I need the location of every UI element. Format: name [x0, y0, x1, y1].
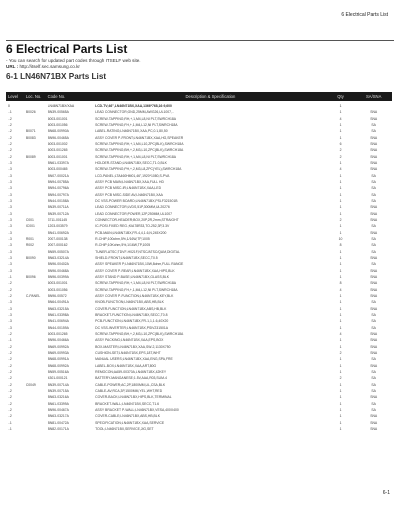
cell-qty: 4	[339, 167, 342, 172]
cell-code: BN96-00465A	[47, 135, 69, 140]
cell-qty: 1	[339, 395, 342, 400]
cell-description: SCREW-TAPPING;FH,+,1,M4,L12,NI PLT,SWRCH18A	[95, 123, 178, 128]
cell-level: ..2	[8, 154, 12, 159]
cell-level: ..2	[8, 129, 12, 134]
cell-level: ..3	[8, 268, 12, 273]
cell-loc: R001	[25, 237, 34, 242]
cell-level: ..2	[8, 401, 12, 406]
cell-description: ASSY SPEAKER P;LN46N71BX,10W,8ohm,FULL RANGE	[95, 262, 184, 267]
cell-code: BN96-00399A	[47, 275, 69, 280]
cell-code: 6003-001056	[47, 287, 68, 292]
cell-description: KNOB-FUNCTION;LN46N71BX,ABS,HB,BLK	[95, 300, 164, 305]
cell-description: ASSY COVER P-REAR;LN46N71BX,XAA,HIPS,BLK	[95, 268, 175, 273]
cell-level: ..2	[8, 148, 12, 153]
cell-sa-sna: SA	[371, 224, 376, 229]
cell-code: BN59-00507A	[47, 249, 69, 254]
cell-qty: 1	[339, 357, 342, 362]
cell-sa-sna: SNA	[370, 142, 378, 147]
cell-sa-sna: SA	[371, 325, 376, 330]
cell-qty: 2	[339, 376, 342, 381]
cell-loc: B0071	[25, 129, 36, 134]
cell-level: ..3	[8, 211, 12, 216]
cell-code: BN94-00797A	[47, 192, 69, 197]
cell-qty: 1	[339, 306, 342, 311]
cell-code: 2007-000138	[47, 237, 68, 242]
cell-level: ..3	[8, 312, 12, 317]
cell-code: 6003-000465	[47, 167, 68, 172]
cell-description: TUNER-ATSC;TDVF-H021F,NTSC/ATSC/QAM,DIGITAL	[95, 249, 180, 254]
cell-sa-sna: SA	[371, 173, 376, 178]
chapter-title: 6 Electrical Parts List	[6, 42, 128, 56]
cell-code: BN68-00992A	[47, 363, 69, 368]
cell-description: CABLE-AV;RCA,3P,1500MM,YEL,WHT,RED	[95, 388, 163, 393]
cell-description: COVER-BACK;LN46N71BX,HIPS,BLK,TERMINAL	[95, 395, 172, 400]
cell-description: MANUAL USERS;LN46N71BX,XAA,ENG,SPA,FRE	[95, 357, 173, 362]
cell-sa-sna: SNA	[370, 167, 378, 172]
cell-sa-sna: SNA	[370, 230, 378, 235]
cell-description: LCD-TV;46",LN46N71BX,XAA,1366*768,16:9,600	[95, 104, 172, 109]
cell-qty: 1	[339, 199, 342, 204]
cell-code: BN96-00466A	[47, 338, 69, 343]
cell-level: ..2	[8, 294, 12, 298]
cell-qty: 1	[339, 300, 342, 305]
cell-sa-sna: SA	[371, 312, 376, 317]
cell-level: ..3	[8, 167, 12, 172]
cell-description: LCD-PANEL;LTA460HM01,46",1920*1080,S-PVA	[95, 173, 170, 178]
cell-qty: 1	[339, 268, 342, 273]
cell-qty: 4	[339, 331, 342, 336]
cell-description: ASSY PCB MISC-SIDE AV;LN46N71BX,XAA	[95, 192, 163, 197]
cell-level: ..2	[8, 363, 12, 368]
cell-qty: 1	[339, 186, 342, 191]
table-header	[6, 92, 392, 101]
cell-level: ..3	[8, 306, 12, 311]
cell-code: 6003-001002	[47, 142, 68, 147]
cell-code: BN94-00785A	[47, 180, 69, 185]
cell-level: ..3	[8, 180, 12, 185]
cell-description: SCREW-TAPPING;PH,+,2,M3,L8,ZPC(YEL),SWRCH18A	[95, 167, 182, 172]
cell-code: 3711-001145	[47, 218, 68, 223]
cell-qty: 2	[339, 218, 342, 223]
cell-level: ..3	[8, 300, 12, 305]
cell-code: 6003-001265	[47, 331, 68, 336]
cell-description: ASSY COVER P-FRONT;LN46N71BX,XAA,HG,SPEAKER	[95, 135, 184, 140]
cell-level: ..2	[8, 414, 12, 419]
cell-code: 1203-003579	[47, 224, 68, 229]
cell-qty: 2	[339, 148, 342, 153]
url-link[interactable]: http://itself.sec.samsung.co.kr	[19, 64, 80, 69]
cell-qty: 1	[339, 161, 342, 166]
cell-level: ..3	[8, 161, 12, 166]
cell-description: LEAD CONNECTOR;LVDS,51P,300MM,UL20276	[95, 205, 170, 210]
cell-sa-sna: SA	[371, 357, 376, 362]
cell-sa-sna: SNA	[370, 426, 378, 431]
cell-qty: 8	[339, 243, 342, 248]
cell-sa-sna: SA	[371, 376, 376, 381]
cell-qty: 1	[339, 211, 342, 216]
title-divider	[6, 40, 394, 41]
cell-level: ..3	[8, 224, 12, 229]
cell-sa-sna: SA	[371, 382, 376, 387]
cell-code: BN63-03216A	[47, 395, 69, 400]
cell-sa-sna: SNA	[370, 161, 378, 166]
cell-code: BN44-00159A	[47, 325, 69, 330]
cell-sa-sna: SNA	[370, 350, 378, 355]
cell-description: LEAD CONNECTOR;POWER,12P,250MM,UL1007	[95, 211, 173, 216]
column-header-description: Description & Specification	[185, 94, 236, 99]
cell-qty: 1	[339, 224, 342, 229]
cell-sa-sna: SNA	[370, 275, 378, 280]
cell-qty: 1	[339, 123, 342, 128]
cell-qty: 1	[339, 312, 342, 317]
cell-description: CONNECTOR-HEADER;BOX,20P,2R,2mm,STRAIGHT	[95, 218, 179, 223]
cell-sa-sna: SA	[371, 129, 376, 134]
cell-description: COVER-CABLE;LN46N71BX,ABS,HB,BLK	[95, 414, 160, 419]
cell-description: LABEL-BOX;LN46N71BX,XAA,ART,80G	[95, 363, 157, 368]
cell-sa-sna: SNA	[370, 116, 378, 121]
cell-sa-sna: SA	[371, 199, 376, 204]
cell-sa-sna: SA	[371, 300, 376, 305]
cell-level: ..2	[8, 350, 12, 355]
cell-sa-sna: SNA	[370, 281, 378, 286]
cell-sa-sna: SNA	[370, 218, 378, 223]
cell-level: ..3	[8, 256, 12, 261]
cell-description: ASSY PCB MAIN;LN46N71BX,XAA,FULL HD	[95, 180, 164, 185]
cell-level: ..3	[8, 237, 12, 242]
cell-description: ASSY COVER P-FUNCTION;LN46N71BX,KEY,BLK	[95, 294, 174, 298]
cell-code: 6003-001001	[47, 116, 68, 121]
cell-level: ..2	[8, 135, 12, 140]
cell-loc: R002	[25, 243, 34, 248]
cell-code: BN63-03214A	[47, 256, 69, 261]
cell-code: BN41-00692A	[47, 230, 69, 235]
cell-code: BN07-00021A	[47, 173, 69, 178]
cell-code: BN96-00572	[47, 294, 67, 298]
cell-sa-sna: SA	[371, 186, 376, 191]
running-header: 6 Electrical Parts List	[341, 12, 388, 18]
cell-loc: C001	[25, 218, 34, 223]
cell-sa-sna: SA	[371, 192, 376, 197]
cell-qty: 10	[338, 237, 343, 242]
cell-loc: B0090	[25, 256, 36, 261]
section-title: 6-1 LN46N71BX Parts List	[6, 72, 107, 81]
cell-sa-sna: SA	[371, 262, 376, 267]
cell-level: ..2	[8, 331, 12, 336]
cell-qty: 8	[339, 281, 342, 286]
cell-sa-sna: SA	[371, 243, 376, 248]
cell-code: BN39-00712A	[47, 211, 69, 216]
cell-description: BRACKET-FUNCTION;LN46N71BX,SECC,T0.8	[95, 312, 168, 317]
cell-sa-sna: SA	[371, 401, 376, 406]
cell-description: BRACKET-WALL;LN46N71BX,SECC,T1.6	[95, 401, 160, 406]
column-header-sa-sna: SA/SNA	[366, 94, 382, 99]
parts-table	[6, 103, 392, 432]
cell-code: BN39-00714A	[47, 382, 69, 387]
cell-description: BATTERY-MANGANESE;1.5V,AAA,R03,SUM-4	[95, 376, 167, 381]
cell-code: BN64-00491A	[47, 300, 69, 305]
cell-qty: 1	[339, 180, 342, 185]
cell-sa-sna: SA	[371, 249, 376, 254]
cell-level: ..2	[8, 369, 12, 374]
cell-sa-sna: SNA	[370, 331, 378, 336]
cell-code: BN96-00402A	[47, 262, 69, 267]
cell-description: SCREW-TAPPING;FH,+,1,M4,L12,NI PLT,SWRCH18A	[95, 287, 178, 292]
cell-description: SCREW-TAPPING;RH,+,1,M4,L10,ZPC(BLK),SWRCH18A	[95, 142, 184, 147]
cell-description: SHIELD-FRONT;LN46N71BX,SECC,T0.5	[95, 256, 158, 261]
cell-qty: 1	[339, 382, 342, 387]
cell-description: ASSY STAND P-BASE;LN46N71BX,GLASS,BLK	[95, 275, 170, 280]
column-header-loc: Loc. No.	[25, 94, 42, 99]
cell-level: ..2	[8, 142, 12, 147]
cell-description: ASSY PACKING;LN46N71BX,XAA,EPS,BOX	[95, 338, 164, 343]
cell-code: BN61-03398A	[47, 312, 69, 317]
cell-sa-sna: SNA	[370, 306, 378, 311]
cell-loc: B0089	[25, 154, 36, 159]
cell-sa-sna: SNA	[370, 211, 378, 216]
cell-level: ..3	[8, 205, 12, 210]
cell-qty: 1	[339, 414, 342, 419]
cell-loc: C0049	[25, 382, 36, 387]
cell-code: BN44-00158A	[47, 199, 69, 204]
cell-qty: 1	[339, 135, 342, 140]
cell-level: ..3	[8, 218, 12, 223]
url-label: URL :	[6, 64, 19, 69]
cell-description: BOX-MASTER;LN46N71BX,XAA,SW-2,1130X750	[95, 344, 171, 349]
column-header-qty: Qty	[337, 94, 344, 99]
column-header-level: Level	[8, 94, 19, 99]
cell-sa-sna: SA	[371, 407, 376, 412]
cell-sa-sna: SA	[371, 319, 376, 324]
cell-qty: 1	[339, 363, 342, 368]
cell-code: BN96-00468A	[47, 268, 69, 273]
search-note: - You can search for updated part codes through ITSELF web site.	[6, 58, 141, 63]
cell-qty: 6	[339, 142, 342, 147]
cell-qty: 4	[339, 287, 342, 292]
cell-qty: 1	[339, 426, 342, 431]
cell-qty: 1	[339, 294, 342, 298]
cell-code: BN94-00796A	[47, 186, 69, 191]
cell-loc: IC001	[25, 224, 35, 229]
cell-qty: 1	[339, 104, 342, 109]
cell-level: ..3	[8, 249, 12, 254]
cell-code: BN68-00991A	[47, 357, 69, 362]
cell-description: REMOCON;AA59-00370A,LN46N71BX,42KEY	[95, 369, 167, 374]
cell-description: SCREW-TAPPING;BH,+,2,M3,L10,ZPC(BLK),SWRCH18A	[95, 148, 184, 153]
cell-code: 4301-000121	[47, 376, 68, 381]
cell-code: LN46N71BX/XAA	[47, 104, 75, 109]
cell-qty: 1	[339, 262, 342, 267]
cell-qty: 1	[339, 192, 342, 197]
cell-qty: 1	[339, 420, 342, 425]
cell-sa-sna: SNA	[370, 344, 378, 349]
cell-level: ..2	[8, 395, 12, 400]
cell-code: BN61-03397A	[47, 161, 69, 166]
cell-code: BN68-00990A	[47, 129, 69, 134]
cell-description: COVER-FUNCTION;LN46N71BX,ABS,HB,BLK	[95, 306, 167, 311]
cell-level: ..3	[8, 262, 12, 267]
cell-description: ASSY BRACKET P-WALL;LN46N71BX,VESA,400X400	[95, 407, 179, 412]
page-number: 6-1	[382, 490, 390, 496]
cell-level: ..3	[8, 192, 12, 197]
cell-qty: 4	[339, 116, 342, 121]
cell-description: SCREW-TAPPING;BH,+,2,M3,L10,ZPC(BLK),SWRCH18A	[95, 331, 184, 336]
cell-level: ..3	[8, 325, 12, 330]
cell-description: SCREW-TAPPING;RH,+,1,M4,L8,NI PLT,SWRCH18A	[95, 154, 177, 159]
cell-code: BN39-00565A	[47, 110, 69, 115]
cell-description: PCB-FUNCTION;LN46N71BX,FR-1,1,1.6,40X20	[95, 319, 169, 324]
cell-code: BN41-00694A	[47, 319, 69, 324]
cell-loc: C-PANEL	[25, 294, 41, 298]
cell-level: ..3	[8, 199, 12, 204]
cell-description: HOLDER-STAND;LN46N71BX,SECC,T1.0,BLK	[95, 161, 167, 166]
cell-description: IC-POSI.FIXED REG.;KIA78R33,TO-252,3P,3.3V	[95, 224, 170, 229]
cell-level: ..2	[8, 123, 12, 128]
cell-sa-sna: SNA	[370, 110, 378, 115]
cell-qty: 1	[339, 344, 342, 349]
cell-qty: 1	[339, 369, 342, 374]
cell-sa-sna: SNA	[370, 363, 378, 368]
cell-code: BN69-00993A	[47, 350, 69, 355]
cell-level: ..3	[8, 186, 12, 191]
cell-level: 0	[8, 104, 10, 109]
cell-level: ..3	[8, 230, 12, 235]
cell-level: ..2	[8, 281, 12, 286]
cell-sa-sna: SNA	[370, 420, 378, 425]
cell-description: SPECIFICATION;LN46N71BX,XAA,SERVICE	[95, 420, 165, 425]
cell-sa-sna: SNA	[370, 148, 378, 153]
cell-description: R-CHIP;10Kohm,5%,1/16W,TP,1005	[95, 243, 151, 248]
cell-qty: 1	[339, 256, 342, 261]
cell-level: ..2	[8, 116, 12, 121]
cell-level: ..1	[8, 426, 12, 431]
cell-qty: 1	[339, 275, 342, 280]
cell-description: DC VSS-INVERTER;LN46N71BX,PSIV231501A	[95, 325, 168, 330]
cell-code: 6003-001265	[47, 148, 68, 153]
table-row	[6, 426, 392, 432]
column-header-code: Code No.	[47, 94, 66, 99]
cell-sa-sna: SA	[371, 123, 376, 128]
cell-description: R-CHIP;100ohm,5%,1/16W,TP,1005	[95, 237, 150, 242]
cell-description: CABLE-POWER;AC,2P,1800MM,UL,CSA,BLK	[95, 382, 166, 387]
cell-code: BN63-03215A	[47, 306, 69, 311]
cell-loc: B0083	[25, 135, 36, 140]
cell-level: ..2	[8, 344, 12, 349]
cell-description: PCB-MAIN;LN46N71BX,FR-4,4,1.6,N,245X200	[95, 230, 167, 235]
cell-code: BN81-00472A	[47, 420, 69, 425]
cell-loc: B0096	[25, 275, 36, 280]
cell-level: ..2	[8, 388, 12, 393]
cell-qty: 2	[339, 154, 342, 159]
cell-qty: 1	[339, 319, 342, 324]
cell-description: TOOL;LN46N71BX,SERVICE,JIG,SET	[95, 426, 154, 431]
cell-qty: 1	[339, 110, 342, 115]
cell-qty: 1	[339, 129, 342, 134]
cell-level: ..2	[8, 287, 12, 292]
cell-level: ..3	[8, 173, 12, 178]
cell-level: ..2	[8, 382, 12, 387]
cell-level: ..2	[8, 357, 12, 362]
cell-code: BN39-00715A	[47, 388, 69, 393]
cell-code: 6003-001001	[47, 281, 68, 286]
cell-sa-sna: SNA	[370, 256, 378, 261]
cell-sa-sna: SA	[371, 388, 376, 393]
cell-code: BN96-00467A	[47, 407, 69, 412]
cell-qty: 2	[339, 350, 342, 355]
cell-qty: 1	[339, 325, 342, 330]
cell-description: ASSY PCB MISC-IR;LN46N71BX,XAA,LED	[95, 186, 162, 191]
cell-code: 2007-000162	[47, 243, 68, 248]
cell-qty: 1	[339, 388, 342, 393]
cell-sa-sna: SNA	[370, 154, 378, 159]
cell-code: BN59-00516A	[47, 369, 69, 374]
cell-sa-sna: SA	[371, 369, 376, 374]
cell-qty: 1	[339, 249, 342, 254]
cell-code: BN61-03399A	[47, 401, 69, 406]
cell-description: DC VSS-POWER BOARD;LN46N71BX,PSLF321501B	[95, 199, 178, 204]
cell-level: ..2	[8, 376, 12, 381]
cell-sa-sna: SNA	[370, 268, 378, 273]
cell-sa-sna: SNA	[370, 135, 378, 140]
cell-level: ..3	[8, 243, 12, 248]
cell-sa-sna: SNA	[370, 338, 378, 343]
cell-code: BN39-00711A	[47, 205, 69, 210]
cell-description: SCREW-TAPPING;RH,+,1,M4,L8,NI PLT,SWRCH18A	[95, 281, 177, 286]
cell-qty: 1	[339, 173, 342, 178]
cell-sa-sna: SNA	[370, 414, 378, 419]
cell-code: 6003-001056	[47, 123, 68, 128]
url-line	[6, 64, 80, 69]
cell-sa-sna: SNA	[370, 294, 378, 298]
cell-level: ..1	[8, 275, 12, 280]
cell-code: BN63-03217A	[47, 414, 69, 419]
cell-qty: 1	[339, 401, 342, 406]
cell-sa-sna: SNA	[370, 287, 378, 292]
cell-qty: 1	[339, 205, 342, 210]
cell-sa-sna: SNA	[370, 205, 378, 210]
cell-level: ..3	[8, 319, 12, 324]
cell-description: SCREW-TAPPING;RH,+,1,M4,L8,NI PLT,SWRCH18A	[95, 116, 177, 121]
cell-description: CUSHION-SET;LN46N71BX,EPS,18T,WHT	[95, 350, 161, 355]
cell-level: ..1	[8, 110, 12, 115]
cell-code: 6003-001001	[47, 154, 68, 159]
cell-sa-sna: SA	[371, 237, 376, 242]
cell-sa-sna: SNA	[370, 395, 378, 400]
cell-qty: 1	[339, 230, 342, 235]
cell-qty: 1	[339, 407, 342, 412]
cell-description: LEAD CONNECTOR;GND,25MM,AWG26,UL1007,..	[95, 110, 174, 115]
cell-sa-sna: SA	[371, 180, 376, 185]
cell-qty: 1	[339, 338, 342, 343]
cell-level: ..1	[8, 420, 12, 425]
cell-loc: B0026	[25, 110, 36, 115]
cell-level: ..2	[8, 407, 12, 412]
cell-description: LABEL-RATING;LN46N71BX,XAA,PC,0.1,80,50	[95, 129, 168, 134]
cell-code: BN69-00992A	[47, 344, 69, 349]
cell-level: ..1	[8, 338, 12, 343]
cell-code: BN82-00171A	[47, 426, 69, 431]
